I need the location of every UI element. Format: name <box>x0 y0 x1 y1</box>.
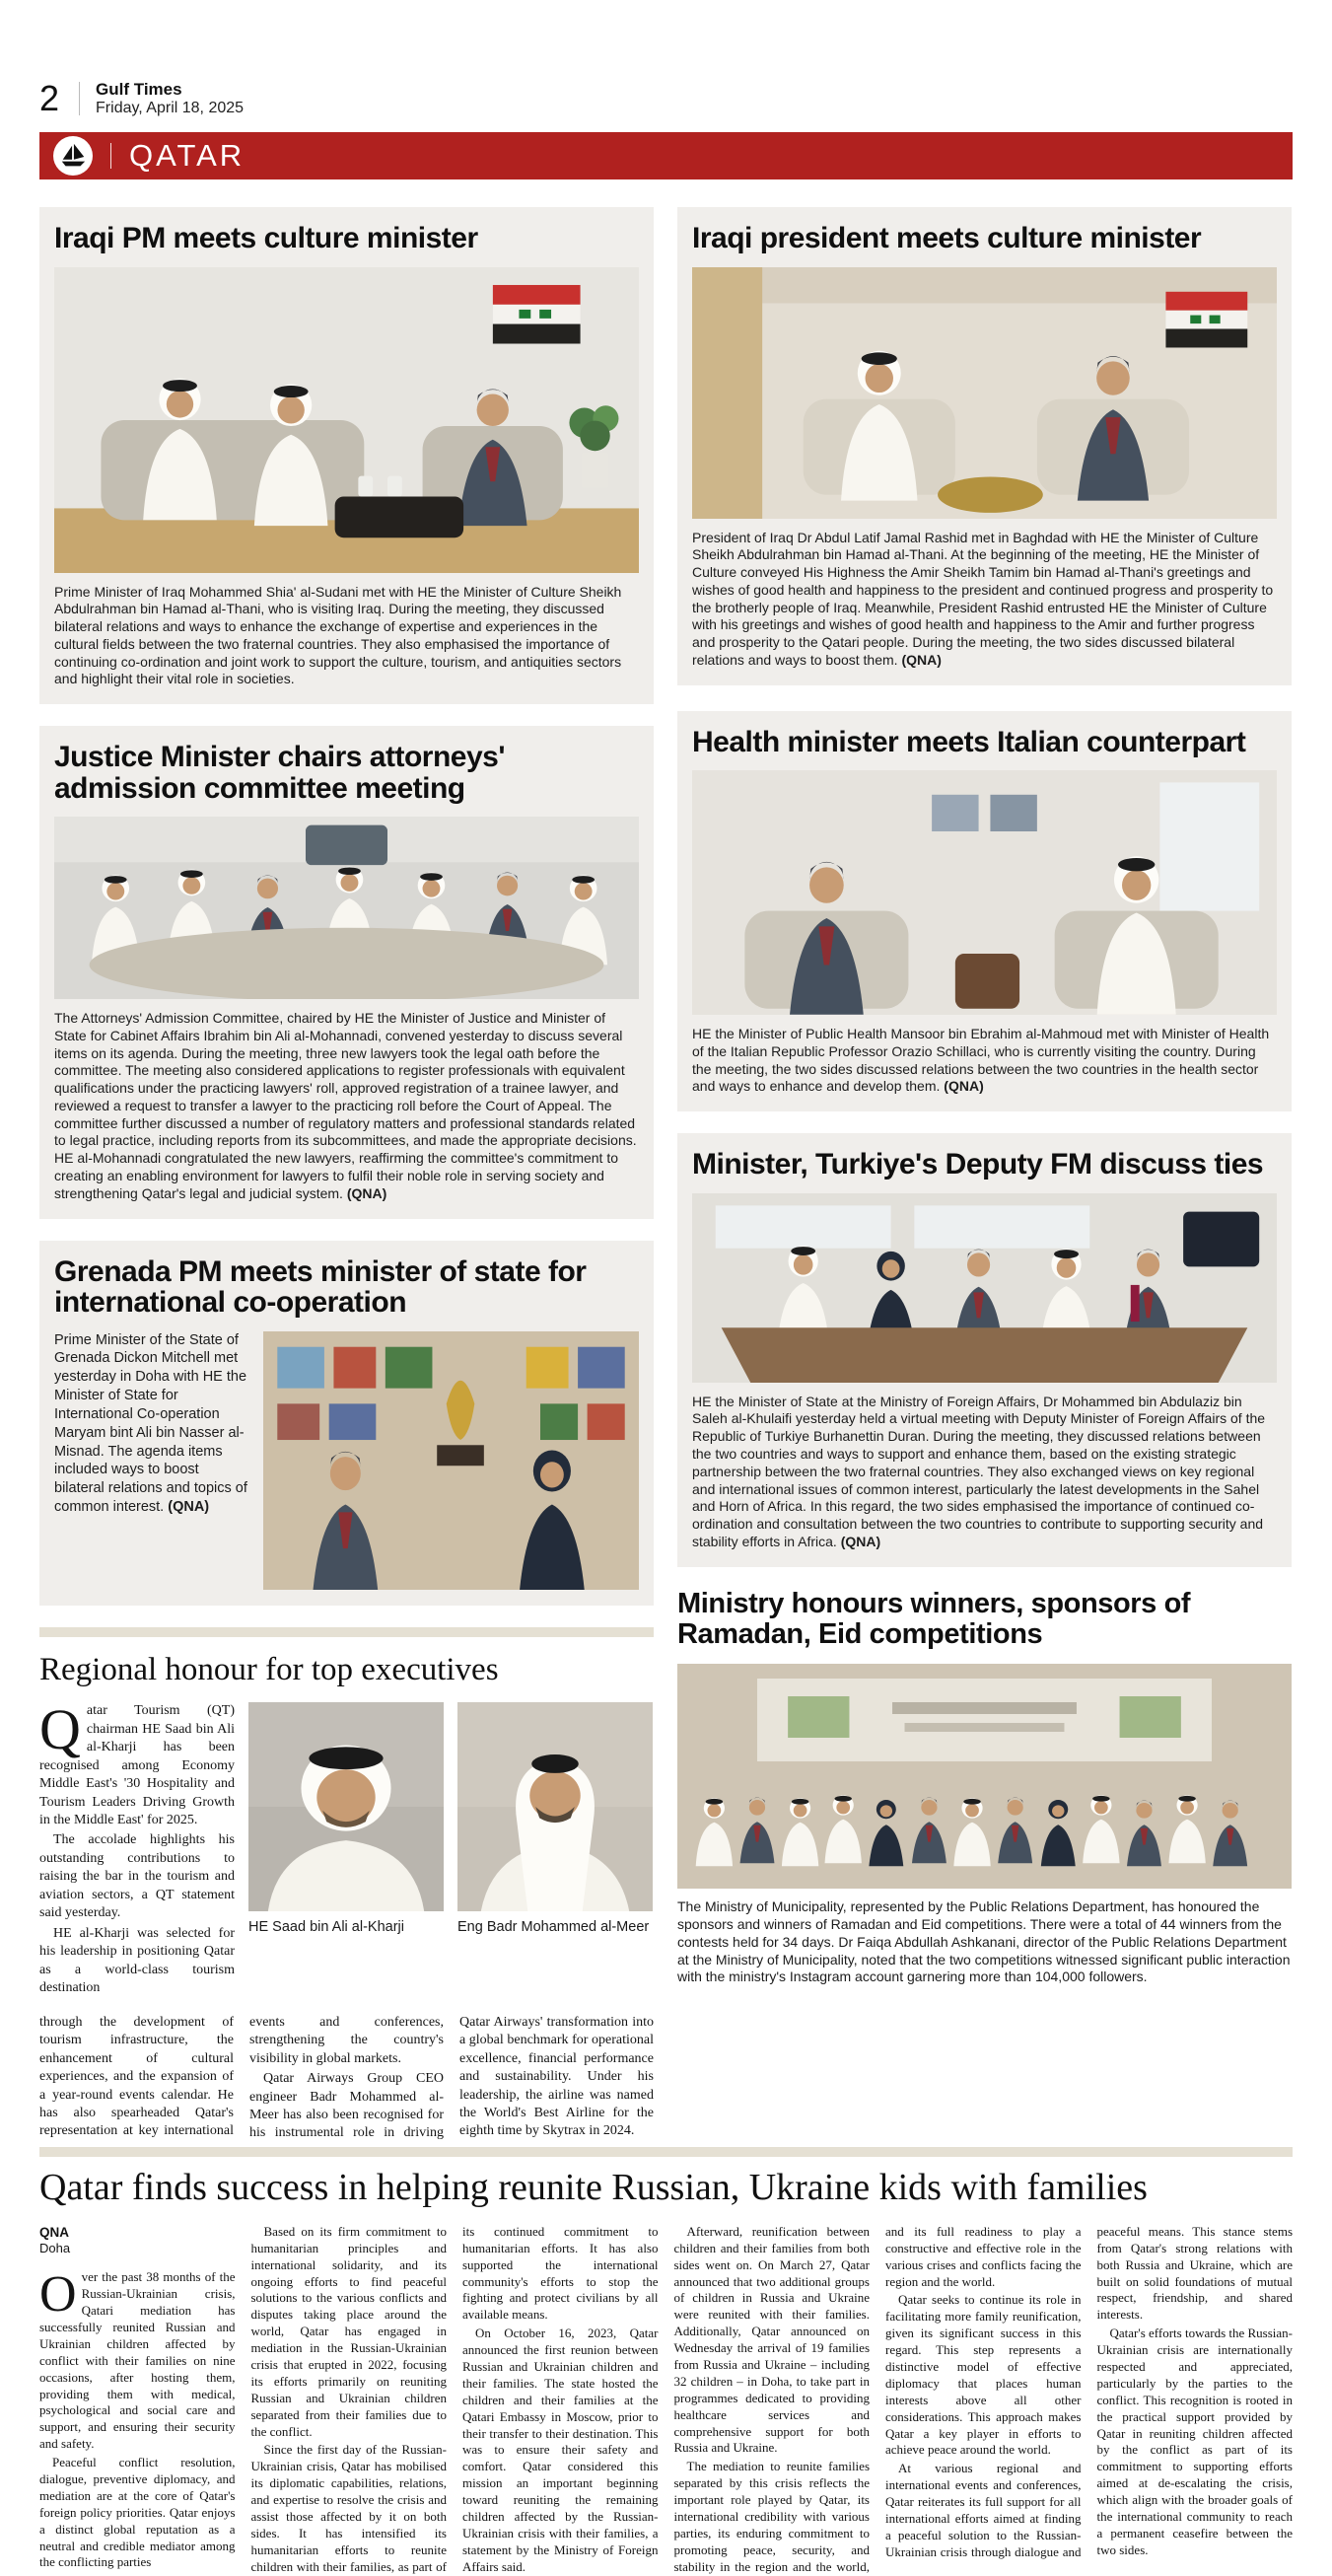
article-headline: Minister, Turkiye's Deputy FM discuss ties <box>692 1148 1264 1181</box>
portrait-caption: Eng Badr Mohammed al-Meer <box>457 1919 650 1936</box>
section-title: QATAR <box>129 138 245 173</box>
article-paragraphs: Over the past 38 months of the Russian-Ukrainian crisis, Qatari mediation has successfully reunited Russian and Ukrainian children affected by conflict with their families on nine occasions, after hosting them, providing them with medical, psychological and social care and support, and ensuring their security and safety. Peaceful conflict resolution, dialogue, preventive diplomacy, and mediation are at the core of Qatar's foreign policy priorities. Qatar enjoys a distinct global reputation as a neutral and credible mediator among the conflicting parties Based on its firm commitment to humanitarian principles and international solidarity, and its ongoing efforts to find peaceful solutions to the various conflicts and disputes taking place around the world, Qatar has engaged in mediation in the Russian-Ukrainian crisis that erupted in 2022, focusing its efforts primarily on reuniting Russian and Ukrainian children separated from their families due to the conflict. Since the first day of the Russian-Ukrainian crisis, Qatar has mobilised its diplomatic capabilities, relations, and expertise to resolve the crisis and assist those affected by it on both sides. It has intensified its humanitarian efforts to reunite children with their families, as part of its continued commitment to humanitarian efforts. It has also supported the international community's efforts to stop the fighting and protect civilians by all available means. On October 16, 2023, Qatar announced the first reunion between Russian and Ukrainian children and their families. The state hosted the children and their families at the Qatari Embassy in Moscow, prior to their transfer to their destination. This was to ensure their safety and comfort. Qatar considered this mission an important beginning toward reuniting the remaining children affected by the Russian-Ukrainian crisis with their families, a statement by the Ministry of Foreign Affairs said. Afterward, reunification between children and their families from both sides went on. On March 27, Qatar announced that two additional groups of children in Russia and Ukraine were reunited with their families. Additionally, Qatar announced on Wednesday the arrival of 19 families from Russia and Ukraine – including 32 children – in Doha, to take part in programmes dedicated to providing healthcare services and comprehensive support for both Russia and Ukraine. The mediation to reunite families separated by this crisis reflects the important role played by Qatar, its international credibility with various parties, its enduring commitment to promoting peace, security, and stability in the region and the world, and its full readiness to play a constructive and effective role in the various crises and conflicts facing the region and the world. Qatar seeks to continue its role in facilitating more family reunification, given its significant success in this regard. This step represents a distinctive model of effective diplomacy that places human interests above all other considerations. This approach makes Qatar a key player in efforts to achieve peace around the world. At various regional and international events and conferences, Qatar reiterates its full support for all international efforts aimed at finding a peaceful solution to the Russian-Ukrainian crisis through dialogue and peaceful means. This stance stems from Qatar's strong relations with both Russia and Ukraine, which are built on solid foundations of mutual respect, friendship, and shared interests. Qatar's efforts towards the Russian-Ukrainian crisis are internationally respected and appreciated, particularly by the parties to the conflict. This recognition is rooted in the practical support provided by Qatar in reuniting children affected by the conflict as part of its commitment to supporting efforts aimed at de-escalating the crisis, which align with the broader goals of the international community to reach a permanent ceasefire between the two sides. <box>39 2223 1294 2574</box>
article-headline: Justice Minister chairs attorneys' admission committee meeting <box>54 741 505 805</box>
photo-caption: HE the Minister of State at the Ministry of Foreign Affairs, Dr Mohammed bin Abdulaziz bin Saleh al-Khulaifi yesterday held a virtual meeting with Deputy Minister of Foreign Affairs of the Republic of Turkiye Burhanettin Duran. During the meeting, they discussed relations between the two countries and ways to support and enhance them, based on the existing strategic partnership between the two fraternal countries. They also exchanged views on key regional and international issues of common interest, particularly the latest developments in the Sahel and Horn of Africa. In this regard, the two sides emphasised the importance of continued co-ordination and consultation between the two countries to contribute to supporting security and stability efforts in Africa. (QNA) <box>692 1393 1266 1549</box>
agency-credit: (QNA) <box>901 651 942 668</box>
article-grenada-pm <box>39 1241 654 1606</box>
article-headline: Health minister meets Italian counterpart <box>692 725 1246 758</box>
article-headline: Iraqi PM meets culture minister <box>54 222 478 254</box>
article-justice-committee <box>39 726 654 1218</box>
newspaper-page <box>39 77 1293 2576</box>
photo-saad-al-kharji <box>248 1702 444 1911</box>
byline <box>39 2224 236 2257</box>
agency-credit: (QNA) <box>346 1184 387 1201</box>
photo-caption: President of Iraq Dr Abdul Latif Jamal Rashid met in Baghdad with HE the Minister of Culture Sheikh Abdulrahman bin Hamad al-Thani. At the beginning of the meeting, HE the Minister of Culture conveyed His Highness the Amir Sheikh Tamim bin Hamad al-Thani's greetings and wishes of good health and happiness to the president and continued progress and prosperity to the brotherly people of Iraq. Meanwhile, President Rashid entrusted HE the Minister of Culture with his greetings and wishes of good health and happiness to the Amir and further progress and prosperity to the Qatari people. During the meeting, the two sides discussed bilateral relations and ways to boost them. (QNA) <box>692 529 1274 668</box>
portrait-kharji <box>248 1702 444 1998</box>
photo-caption: The Ministry of Municipality, represented by the Public Relations Department, has honoured the sponsors and winners of Ramadan and Eid competitions. There were a total of 44 winners from the contests held for 34 days. Dr Faiqa Abdullah Ashkanani, director of the Public Relations Department at the Ministry of Municipality, noted that the two competitions witnessed significant public interaction with the ministry's Instagram account garnering more than 104,000 followers. <box>677 1898 1291 1985</box>
byline-city: Doha <box>39 2241 71 2256</box>
article-headline: Iraqi president meets culture minister <box>692 222 1202 254</box>
left-column <box>39 207 654 2143</box>
article-reunite-children <box>39 2166 1294 2576</box>
photo-caption: Prime Minister of Iraq Mohammed Shia' al-Sudani met with HE the Minister of Culture Sheikh Abdulrahman bin Hamad al-Thani, who is visiting Iraq. During the meeting, they discussed bilateral relations and ways to enhance the exchange of expertise and experiences in the cultural fields between the two fraternal countries. They also emphasised the importance of continuing co-ordination and joint work to support the culture, tourism, and antiquities sectors and highlight their vital role in societies. <box>54 583 622 687</box>
dhow-boat-icon <box>53 136 93 176</box>
article-body: Prime Minister of the State of Grenada Dickon Mitchell met yesterday in Doha with HE the Minister of State for International Co-operation Maryam bint Ali bin Nasser al-Misnad. The agenda items included ways to boost bilateral relations and topics of common interest. (QNA) <box>54 1331 247 1516</box>
agency-credit: (QNA) <box>168 1499 210 1516</box>
agency-credit: (QNA) <box>840 1533 881 1549</box>
article-continuation: through the development of tourism infrastructure, the enhancement of cultural experiences, and the expansion of a year-round events calendar. He has also spearheaded Qatar's representation at key international events and conferences, strengthening the country's visibility in global markets. Qatar Airways Group CEO engineer Badr Mohammed al-Meer has also been recognised for his instrumental role in driving Qatar Airways' transformation into a global benchmark for operational excellence, financial performance and sustainability. Under his leadership, the airline was named the World's Best Airline for the eighth time by Skytrax in 2024. <box>39 2014 654 2141</box>
photo-caption: The Attorneys' Admission Committee, chaired by HE the Minister of Justice and Minister of State for Cabinet Affairs Ibrahim bin Ali al-Mohannadi, convened yesterday to discuss several items on its agenda. During the meeting, three new lawyers took the legal oath before the committee. The meeting also considered applications to register professionals with equivalent qualifications under the practicing lawyers' roll, approved registration of a trainee lawyer, and reviewed a request to transfer a lawyer to the practicing roll before the Court of Appeal. The committee further discussed a number of regulatory matters and professional standards related to legal practice, including reports from its subcommittees, and made the appropriate decisions. HE al-Mohannadi congratulated the new lawyers, reaffirming the committee's commitment to creating an enabling environment for lawyers to fulfil their noble role in serving society and strengthening Qatar's legal and judicial system. (QNA) <box>54 1010 637 1201</box>
article-headline: Grenada PM meets minister of state for international co-operation <box>54 1254 587 1320</box>
article-headline: Regional honour for top executives <box>39 1651 499 1687</box>
section-banner <box>39 132 1293 179</box>
article-health-minister <box>677 711 1292 1112</box>
byline-agency: QNA <box>39 2224 69 2240</box>
masthead <box>39 77 1293 120</box>
masthead-divider <box>79 82 80 115</box>
photo-justice-committee <box>54 817 639 999</box>
section-divider <box>39 1627 654 1637</box>
page-number: 2 <box>39 78 60 118</box>
article-headline: Ministry honours winners, sponsors of Ramadan, Eid competitions <box>677 1587 1191 1650</box>
photo-health-meeting <box>692 770 1277 1015</box>
photo-iraqi-pm-meeting <box>54 267 639 573</box>
article-regional-honour <box>39 1653 654 2143</box>
banner-divider <box>110 143 111 169</box>
photo-turkiye-meeting <box>692 1193 1277 1383</box>
agency-credit: (QNA) <box>944 1078 984 1095</box>
article-turkiye-deputy-fm <box>677 1133 1292 1566</box>
right-column <box>677 207 1292 2000</box>
article-intro: Qatar Tourism (QT) chairman HE Saad bin Ali al-Kharji has been recognised among Economy Middle East's '30 Hospitality and Tourism Leaders Driving Growth in the Middle East' for 2025. The accolade highlights his outstanding contributions to raising the bar in the tourism and aviation sectors, a QT statement said yesterday. HE al-Kharji was selected for his leadership in positioning Qatar as a world-class tourism destination <box>39 1697 235 1996</box>
publication-date: Friday, April 18, 2025 <box>96 99 245 116</box>
photo-iraqi-president-meeting <box>692 267 1277 519</box>
portrait-caption: HE Saad bin Ali al-Kharji <box>248 1919 404 1936</box>
section-divider <box>39 2147 1293 2157</box>
publication-title: Gulf Times <box>96 80 182 100</box>
article-iraqi-pm <box>39 207 654 704</box>
article-ministry-competitions <box>677 1589 1292 1986</box>
photo-caption: HE the Minister of Public Health Mansoor bin Ebrahim al-Mahmoud met with Minister of Health of the Italian Republic Professor Orazio Schillaci, who is currently visiting the country. During the meeting, the two sides discussed relations between the two countries in the health sector and ways to enhance and develop them. (QNA) <box>692 1026 1270 1095</box>
article-headline: Qatar finds success in helping reunite Russian, Ukraine kids with families <box>39 2166 1148 2208</box>
feature-article-body <box>39 2224 1293 2576</box>
article-iraqi-president <box>677 207 1292 685</box>
photo-badr-al-meer <box>457 1702 653 1911</box>
portrait-meer <box>457 1702 653 1998</box>
photo-ministry-group <box>677 1664 1292 1889</box>
photo-grenada-meeting <box>263 1331 639 1590</box>
